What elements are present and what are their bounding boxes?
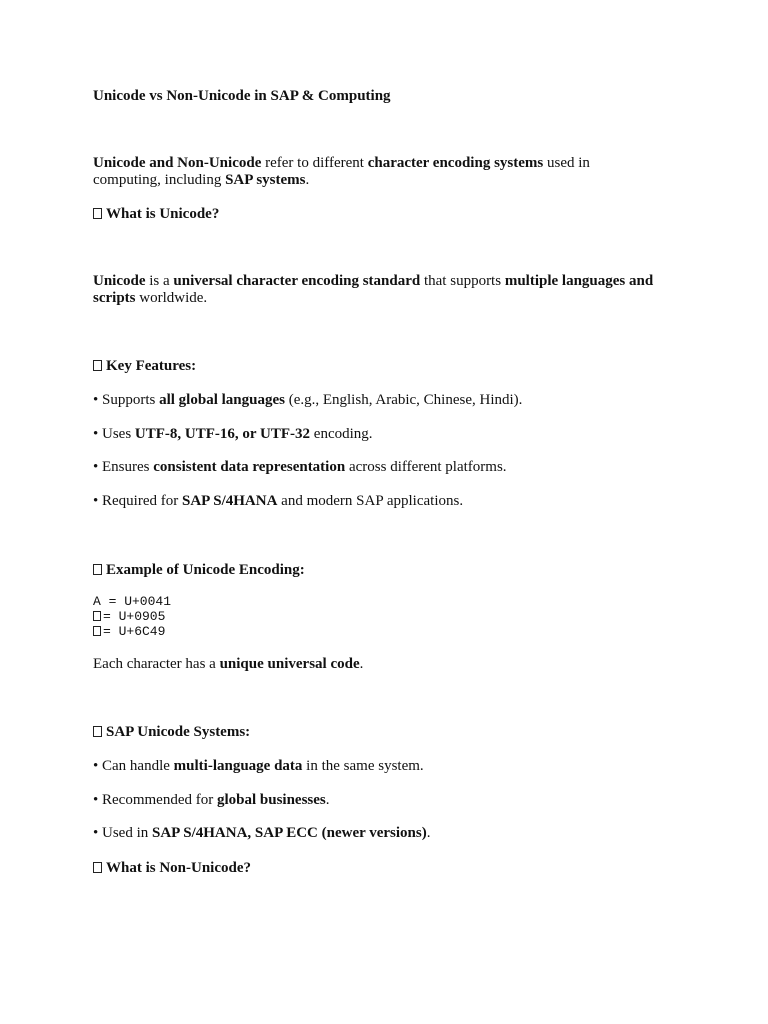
missing-glyph-icon (93, 862, 102, 873)
code-line: = U+0905 (93, 609, 693, 624)
list-item: • Required for SAP S/4HANA and modern SAP applications. (93, 493, 464, 509)
code-line: = U+6C49 (93, 624, 693, 639)
heading-what-is-non-unicode: What is Non-Unicode? (93, 860, 693, 877)
list-item: • Can handle multi-language data in the same system. (93, 758, 424, 774)
intro-paragraph: Unicode and Non-Unicode refer to different character encoding systems used in computing, including SAP systems. (93, 155, 590, 188)
list-item: • Uses UTF-8, UTF-16, or UTF-32 encoding. (93, 426, 373, 442)
page-title: Unicode vs Non-Unicode in SAP & Computing (93, 88, 391, 104)
heading-what-is-unicode: What is Unicode? (93, 206, 693, 223)
missing-glyph-icon (93, 726, 102, 737)
unicode-definition: Unicode is a universal character encoding standard that supports multiple languages and scripts worldwide. (93, 273, 654, 306)
list-item: • Recommended for global businesses. (93, 792, 330, 808)
list-item: • Supports all global languages (e.g., English, Arabic, Chinese, Hindi). (93, 392, 523, 408)
heading-example-encoding: Example of Unicode Encoding: (93, 562, 693, 579)
missing-glyph-icon (93, 360, 102, 371)
each-character-paragraph: Each character has a unique universal code. (93, 656, 364, 672)
list-item: • Ensures consistent data representation across different platforms. (93, 459, 507, 475)
missing-glyph-icon (93, 208, 102, 219)
list-item: • Used in SAP S/4HANA, SAP ECC (newer versions). (93, 825, 431, 841)
heading-key-features: Key Features: (93, 358, 693, 375)
missing-glyph-icon (93, 626, 101, 636)
code-example (93, 594, 693, 639)
heading-sap-unicode-systems: SAP Unicode Systems: (93, 724, 693, 741)
missing-glyph-icon (93, 564, 102, 575)
code-line: A = U+0041 (93, 594, 172, 609)
missing-glyph-icon (93, 611, 101, 621)
